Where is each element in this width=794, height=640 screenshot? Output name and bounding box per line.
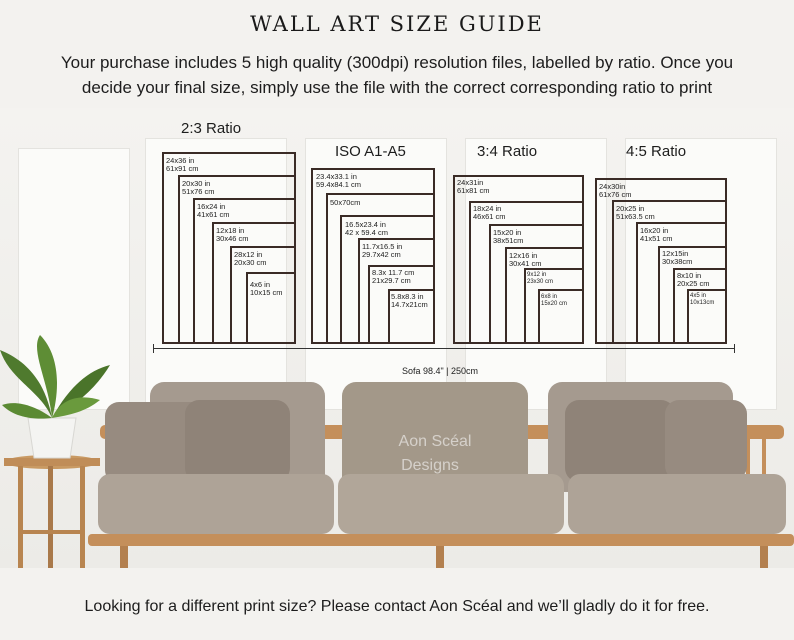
size-iso-a3: 11.7x16.5 in 29.7x42 cm (362, 242, 403, 259)
size-4-5-8x10: 8x10 in 20x25 cm (677, 271, 710, 288)
size-2-3-20x30: 20x30 in 51x76 cm (182, 179, 215, 196)
page-title: WALL ART SIZE GUIDE (250, 12, 544, 36)
size-4-5-24x30: 24x30in 61x76 cm (599, 182, 632, 199)
size-iso-a4: 8.3x 11.7 cm 21x29.7 cm (372, 268, 415, 285)
size-3-4-24x31: 24x31in 61x81 cm (457, 178, 490, 195)
side-table (4, 455, 100, 568)
size-3-4-15x20: 15x20 in 38x51cm (493, 228, 524, 245)
watermark-line-1: Aon Scéal (398, 433, 472, 450)
size-4-5-16x20: 16x20 in 41x51 cm (640, 226, 673, 243)
size-2-3-12x18: 12x18 in 30x46 cm (216, 226, 249, 243)
watermark-line-2: Designs (401, 457, 459, 474)
size-2-3-8x12: 28x12 in 20x30 cm (234, 250, 267, 267)
size-3-4-6x8: 6x8 in 15x20 cm (541, 294, 568, 307)
size-2-3-16x24: 16x24 in 41x61 cm (197, 202, 230, 219)
size-iso-a2: 16.5x23.4 in 42 x 59.4 cm (345, 220, 388, 237)
size-4-5-12x15: 12x15in 30x38cm (662, 249, 693, 266)
label-4-5-ratio: 4:5 Ratio (626, 143, 687, 160)
size-iso-a5: 5.8x8.3 in 14.7x21cm (391, 292, 428, 309)
size-3-4-9x12: 9x12 in 23x30 cm (527, 272, 554, 285)
footer-text: Looking for a different print size? Please contact Aon Scéal and we’ll gladly do it for free. (84, 598, 710, 615)
size-4-5-20x25: 20x25 in 51x63.5 cm (616, 204, 655, 221)
size-2-3-24x36: 24x36 in 61x91 cm (166, 156, 199, 173)
label-2-3-ratio: 2:3 Ratio (181, 120, 242, 137)
size-3-4-12x16: 12x16 in 30x41 cm (509, 251, 542, 268)
label-iso: ISO A1-A5 (335, 143, 406, 160)
size-4-5-4x5: 4x5 in 10x13cm (690, 293, 715, 306)
subtitle-line-2: decide your final size, simply use the file with the correct corresponding ratio to print (81, 78, 713, 97)
sofa-width-label: Sofa 98.4" | 250cm (401, 366, 479, 376)
size-iso-a1: 23.4x33.1 in 59.4x84.1 cm (316, 172, 362, 189)
potted-plant (0, 335, 110, 458)
size-3-4-18x24: 18x24 in 46x61 cm (473, 204, 506, 221)
size-iso-50x70: 50x70cm (330, 198, 361, 207)
label-3-4-ratio: 3:4 Ratio (477, 143, 538, 160)
size-2-3-4x6: 4x6 in 10x15 cm (250, 280, 283, 297)
subtitle-line-1: Your purchase includes 5 high quality (300dpi) resolution files, labelled by ratio. Once you (60, 53, 734, 72)
